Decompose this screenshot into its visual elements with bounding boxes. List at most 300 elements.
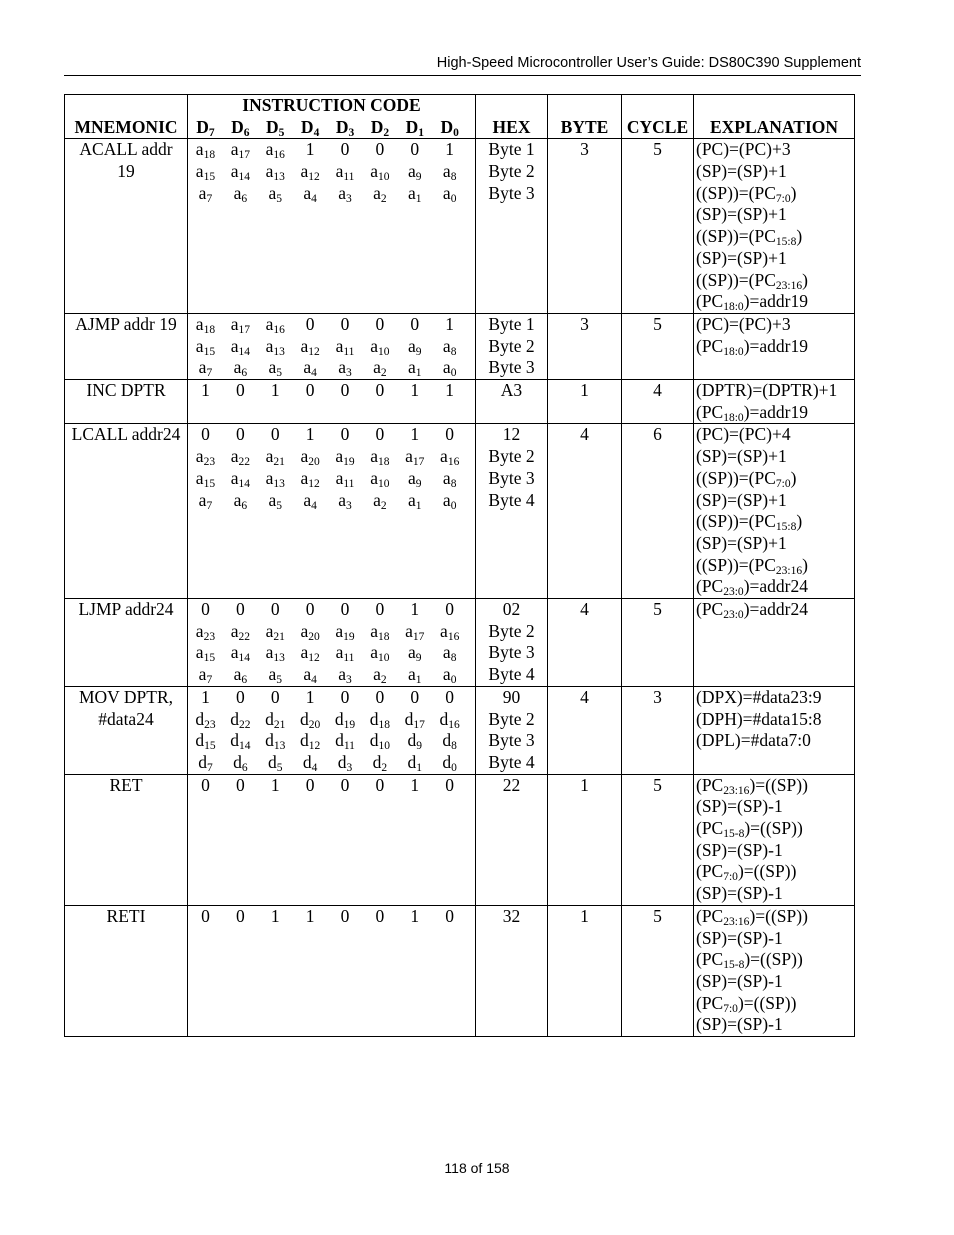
bit-value: $d_{11}$ — [335, 730, 355, 753]
explanation-line: $(PC_{23:0})=addr24$ — [696, 576, 808, 599]
explanation-line: $(PC_{15-8})=((SP))$ — [696, 949, 803, 972]
bit-value: 1 — [410, 599, 420, 620]
bits-cell — [188, 905, 476, 1036]
bit-value: $d_5$ — [267, 751, 283, 774]
bit-row — [188, 183, 475, 205]
explanation-line: $(PC_{18:0})=addr19$ — [696, 291, 808, 314]
cycle-text: 5 — [653, 599, 662, 620]
hex-value: 90 — [502, 686, 521, 707]
cycle-value — [622, 314, 693, 336]
bit-value: $a_{12}$ — [300, 161, 320, 184]
explanation-line: (SP)=(SP)+1 — [696, 446, 787, 467]
explanation-line: $(PC_{23:16})=((SP))$ — [696, 905, 808, 928]
bit-value: $d_{15}$ — [195, 730, 216, 753]
header-rule — [64, 75, 861, 76]
running-header: High-Speed Microcontroller User’s Guide: DS80C390 Supplement — [436, 55, 861, 71]
cycle-value — [622, 380, 693, 402]
bit-value: $a_4$ — [303, 664, 317, 687]
bit-value: 1 — [305, 424, 315, 445]
bit-value: 1 — [410, 380, 420, 401]
hex-lines — [476, 139, 547, 204]
explanation-cell — [694, 380, 855, 424]
byte-text: 1 — [580, 905, 589, 926]
bit-value: 1 — [270, 380, 280, 401]
hex-value: Byte 3 — [488, 730, 535, 751]
cycle-value — [622, 424, 693, 446]
bit-value: $a_{10}$ — [370, 467, 390, 490]
explanation-line: $((SP))=(PC_{23:16})$ — [696, 554, 808, 577]
bit-value: $a_6$ — [233, 182, 248, 205]
th-mnemonic-cell — [65, 95, 188, 139]
bit-value: $a_{12}$ — [300, 467, 320, 490]
bit-value: $d_{23}$ — [195, 708, 216, 731]
explanation-line: $(PC_{7:0})=((SP))$ — [696, 992, 797, 1015]
mnemonic-text: RETI — [106, 905, 146, 926]
bit-value: 0 — [410, 139, 420, 160]
bit-value: 0 — [340, 424, 350, 445]
bit-value: $d_3$ — [337, 751, 353, 774]
bit-value: 0 — [340, 686, 350, 707]
byte-value — [548, 775, 621, 797]
explanation-lines — [696, 314, 854, 357]
hex-value: Byte 3 — [488, 467, 535, 488]
bit-value: $a_8$ — [442, 467, 457, 490]
bit-value: 1 — [305, 139, 315, 160]
hex-value: 12 — [502, 424, 521, 445]
bit-value: $d_2$ — [372, 751, 388, 774]
bit-pattern — [188, 599, 475, 686]
byte-text: 1 — [580, 774, 589, 795]
hex-value: Byte 2 — [488, 446, 535, 467]
byte-cell — [548, 313, 622, 379]
bit-row — [188, 446, 475, 468]
byte-cell — [548, 424, 622, 599]
mnemonic-text: #data24 — [98, 708, 154, 729]
hex-cell — [476, 599, 548, 687]
hex-value: Byte 2 — [488, 708, 535, 729]
bit-row — [188, 642, 475, 664]
byte-cell — [548, 905, 622, 1036]
bit-value: $a_2$ — [373, 182, 387, 205]
bit-value: 0 — [340, 599, 350, 620]
bit-row — [188, 139, 475, 161]
bit-value: $a_8$ — [442, 161, 457, 184]
cycle-value — [622, 139, 693, 161]
bit-value: $d_{19}$ — [334, 708, 356, 731]
hex-cell — [476, 686, 548, 774]
byte-cell — [548, 686, 622, 774]
table-row — [65, 905, 855, 1036]
explanation-line: (DPTR)=(DPTR)+1 — [696, 380, 838, 401]
bit-value: $d_{18}$ — [369, 708, 391, 731]
byte-text: 3 — [580, 313, 589, 334]
bit-value: $a_{15}$ — [195, 467, 216, 490]
bit-value: $a_9$ — [408, 335, 422, 358]
explanation-line: $(PC_{23:16})=((SP))$ — [696, 774, 808, 797]
bit-value: $a_{14}$ — [230, 335, 250, 358]
bit-value: 1 — [305, 905, 315, 926]
bit-value: $a_4$ — [303, 357, 317, 380]
byte-text: 4 — [580, 599, 589, 620]
bit-value: 1 — [201, 380, 210, 401]
hex-cell — [476, 139, 548, 314]
mnemonic-text: 19 — [117, 161, 135, 182]
table-row — [65, 313, 855, 379]
bit-pattern — [188, 424, 475, 511]
th-explanation: EXPLANATION — [709, 116, 839, 137]
byte-value — [548, 599, 621, 621]
bit-value: 0 — [445, 424, 455, 445]
bit-value: $a_0$ — [442, 182, 457, 205]
bit-value: 1 — [270, 905, 280, 926]
bit-value: $a_{10}$ — [370, 161, 390, 184]
byte-value — [548, 906, 621, 928]
bit-value: 0 — [375, 686, 385, 707]
byte-cell — [548, 139, 622, 314]
hex-cell — [476, 774, 548, 905]
bit-value: $a_1$ — [408, 357, 422, 380]
bit-value: $a_1$ — [408, 489, 422, 512]
bit-value: $a_9$ — [408, 161, 422, 184]
bit-value: $a_6$ — [233, 664, 248, 687]
bit-value: 0 — [235, 905, 245, 926]
table-row — [65, 380, 855, 424]
cycle-text: 5 — [653, 774, 662, 795]
byte-text: 3 — [580, 139, 589, 160]
bit-value: $a_{12}$ — [300, 642, 320, 665]
bit-value: 1 — [201, 686, 210, 707]
bit-value: $a_{16}$ — [265, 139, 285, 162]
cycle-cell — [622, 774, 694, 905]
bit-value: $d_4$ — [302, 751, 318, 774]
explanation-cell — [694, 905, 855, 1036]
bits-cell — [188, 313, 476, 379]
mnemonic-cell — [65, 424, 188, 599]
bits-cell — [188, 424, 476, 599]
hex-lines — [476, 599, 547, 686]
bit-value: $a_7$ — [198, 182, 213, 205]
bit-value: $a_5$ — [268, 357, 282, 380]
bits-cell — [188, 774, 476, 905]
bits-cell — [188, 686, 476, 774]
th-cycle-cell — [622, 95, 694, 139]
explanation-cell — [694, 686, 855, 774]
bit-value: $a_{10}$ — [370, 335, 390, 358]
bit-row — [188, 424, 475, 446]
explanation-line: $(PC_{18:0})=addr19$ — [696, 401, 808, 424]
bit-value: $a_3$ — [338, 489, 352, 512]
bit-pattern — [188, 314, 475, 379]
mnemonic-lines — [65, 314, 187, 336]
bit-pattern — [188, 687, 475, 774]
bit-row — [188, 161, 475, 183]
explanation-line: (PC)=(PC)+3 — [696, 139, 791, 160]
mnemonic-cell — [65, 139, 188, 314]
explanation-line: $(PC_{7:0})=((SP))$ — [696, 861, 797, 884]
explanation-cell — [694, 424, 855, 599]
cycle-cell — [622, 686, 694, 774]
bit-value: 0 — [235, 380, 245, 401]
explanation-lines — [696, 599, 854, 621]
explanation-line: $((SP))=(PC_{23:16})$ — [696, 269, 808, 292]
mnemonic-cell — [65, 313, 188, 379]
explanation-line: (SP)=(SP)-1 — [696, 927, 783, 948]
bit-value: $a_{17}$ — [230, 139, 250, 162]
mnemonic-cell — [65, 686, 188, 774]
bit-value: 1 — [410, 774, 420, 795]
explanation-line: (SP)=(SP)-1 — [696, 839, 783, 860]
bit-pattern — [188, 775, 475, 797]
bit-value: $a_{15}$ — [195, 642, 216, 665]
explanation-cell — [694, 313, 855, 379]
bit-value: $a_{13}$ — [265, 161, 285, 184]
cycle-value — [622, 599, 693, 621]
bit-value: $a_{20}$ — [300, 620, 320, 643]
cycle-text: 5 — [653, 139, 662, 160]
bit-pattern — [188, 906, 475, 928]
th-cycle: CYCLE — [626, 116, 689, 137]
bit-row — [188, 730, 475, 752]
bit-value: 0 — [235, 686, 245, 707]
bit-row — [188, 752, 475, 774]
bit-value: $a_8$ — [442, 642, 457, 665]
bit-value: 0 — [340, 774, 350, 795]
bit-header-d1: $D_1$ — [405, 116, 424, 139]
mnemonic-lines — [65, 424, 187, 446]
bit-value: $d_9$ — [407, 730, 423, 753]
byte-value — [548, 314, 621, 336]
bit-value: $a_5$ — [268, 182, 282, 205]
bit-value: $a_2$ — [373, 489, 387, 512]
cycle-cell — [622, 313, 694, 379]
hex-value: Byte 2 — [488, 335, 535, 356]
hex-value: Byte 3 — [488, 357, 535, 378]
bit-value: $a_6$ — [233, 357, 248, 380]
hex-value: 32 — [502, 905, 521, 926]
table-row — [65, 774, 855, 905]
bit-value: $a_{17}$ — [405, 620, 425, 643]
bit-value: $a_{15}$ — [195, 161, 216, 184]
byte-value — [548, 687, 621, 709]
bit-value: 0 — [201, 599, 210, 620]
table-row — [65, 424, 855, 599]
mnemonic-text: MOV DPTR, — [78, 686, 173, 707]
explanation-lines — [696, 380, 854, 423]
explanation-line: $((SP))=(PC_{15:8})$ — [696, 226, 803, 249]
bit-value: $a_0$ — [442, 357, 457, 380]
hex-value: Byte 2 — [488, 161, 535, 182]
bit-value: 0 — [445, 686, 455, 707]
table-row — [65, 599, 855, 687]
bit-value: 0 — [375, 139, 385, 160]
bit-value: $a_{21}$ — [265, 620, 285, 643]
bit-value: 0 — [445, 599, 455, 620]
bit-value: $a_{17}$ — [230, 313, 250, 336]
hex-lines — [476, 775, 547, 797]
cycle-cell — [622, 380, 694, 424]
cycle-text: 5 — [653, 313, 662, 334]
bit-value: 0 — [375, 905, 385, 926]
bit-header-row — [188, 117, 475, 139]
hex-lines — [476, 687, 547, 774]
bit-value: $d_{21}$ — [265, 708, 286, 731]
th-bits-cell — [188, 117, 476, 139]
cycle-text: 3 — [653, 686, 662, 707]
bit-pattern — [188, 139, 475, 204]
bit-value: $a_3$ — [338, 182, 352, 205]
explanation-line: (SP)=(SP)-1 — [696, 883, 783, 904]
th-mnemonic: MNEMONIC — [74, 116, 178, 137]
bit-value: 1 — [410, 905, 420, 926]
bit-value: 1 — [445, 313, 455, 334]
explanation-line: (PC)=(PC)+3 — [696, 313, 791, 334]
bit-value: $a_{17}$ — [405, 446, 425, 469]
bit-value: $a_5$ — [268, 664, 282, 687]
bit-row — [188, 709, 475, 731]
mnemonic-lines — [65, 775, 187, 797]
bit-value: 0 — [375, 599, 385, 620]
hex-cell — [476, 424, 548, 599]
bit-value: $d_{10}$ — [369, 730, 391, 753]
bit-row — [188, 775, 475, 797]
cycle-text: 6 — [653, 424, 662, 445]
bit-value: $a_4$ — [303, 489, 317, 512]
explanation-cell — [694, 139, 855, 314]
bit-header-d0: $D_0$ — [440, 116, 459, 139]
bit-value: 0 — [201, 424, 210, 445]
bit-row — [188, 336, 475, 358]
explanation-lines — [696, 424, 854, 598]
th-explanation-cell — [694, 95, 855, 139]
bit-value: 0 — [445, 774, 455, 795]
hex-cell — [476, 905, 548, 1036]
bit-value: 0 — [340, 380, 350, 401]
bit-value: 0 — [305, 313, 315, 334]
bit-value: 0 — [340, 313, 350, 334]
bit-row — [188, 490, 475, 512]
hex-value: 02 — [502, 599, 521, 620]
bit-value: $a_7$ — [198, 664, 213, 687]
bit-value: $a_9$ — [408, 642, 422, 665]
explanation-line: (SP)=(SP)+1 — [696, 247, 787, 268]
bit-value: $a_{18}$ — [370, 620, 390, 643]
bit-value: $a_{12}$ — [300, 335, 320, 358]
bit-value: $a_7$ — [198, 489, 213, 512]
bit-value: $a_3$ — [338, 664, 352, 687]
bit-value: $a_9$ — [408, 467, 422, 490]
bit-value: 0 — [340, 905, 350, 926]
cycle-value — [622, 906, 693, 928]
bit-value: $a_4$ — [303, 182, 317, 205]
bit-value: 1 — [305, 686, 315, 707]
explanation-line: (DPX)=#data23:9 — [696, 686, 822, 707]
bit-value: $a_{16}$ — [265, 313, 285, 336]
explanation-line: (PC)=(PC)+4 — [696, 424, 791, 445]
bit-value: 0 — [410, 313, 420, 334]
bit-value: $a_{19}$ — [335, 446, 355, 469]
explanation-line: (SP)=(SP)+1 — [696, 489, 787, 510]
byte-cell — [548, 380, 622, 424]
bit-row — [188, 621, 475, 643]
bit-value: 1 — [445, 380, 455, 401]
bit-value: $a_8$ — [442, 335, 457, 358]
bit-row — [188, 380, 475, 402]
hex-cell — [476, 380, 548, 424]
hex-value: Byte 1 — [488, 313, 535, 334]
explanation-line: (DPL)=#data7:0 — [696, 730, 811, 751]
cycle-cell — [622, 139, 694, 314]
bit-value: $a_{14}$ — [230, 467, 250, 490]
bit-value: $a_2$ — [373, 664, 387, 687]
byte-value — [548, 424, 621, 446]
instruction-table — [64, 94, 855, 1037]
explanation-line: $((SP))=(PC_{7:0})$ — [696, 182, 797, 205]
explanation-line: $(PC_{23:0})=addr24$ — [696, 599, 808, 622]
bit-value: $a_{14}$ — [230, 161, 250, 184]
bit-value: 0 — [201, 905, 210, 926]
bit-value: $a_{18}$ — [195, 313, 216, 336]
bit-value: $a_{11}$ — [335, 161, 355, 184]
bit-value: $a_{23}$ — [195, 620, 216, 643]
bit-value: 1 — [270, 774, 280, 795]
table-row — [65, 139, 855, 314]
bit-value: $a_{14}$ — [230, 642, 250, 665]
bit-value: $a_{19}$ — [335, 620, 355, 643]
hex-lines — [476, 424, 547, 511]
bit-value: $a_{16}$ — [440, 620, 460, 643]
byte-cell — [548, 599, 622, 687]
mnemonic-lines — [65, 380, 187, 402]
bit-value: 0 — [375, 774, 385, 795]
explanation-lines — [696, 906, 854, 1036]
mnemonic-lines — [65, 687, 187, 730]
bit-value: $d_{17}$ — [404, 708, 425, 731]
bit-value: $d_{12}$ — [299, 730, 321, 753]
bit-value: 1 — [445, 139, 455, 160]
hex-lines — [476, 314, 547, 379]
bit-value: 0 — [305, 774, 315, 795]
mnemonic-text: INC DPTR — [86, 380, 166, 401]
bit-value: $a_{20}$ — [300, 446, 320, 469]
hex-value: Byte 4 — [488, 751, 535, 772]
hex-value: Byte 3 — [488, 642, 535, 663]
mnemonic-cell — [65, 774, 188, 905]
mnemonic-text: ACALL addr — [79, 139, 173, 160]
explanation-line: (SP)=(SP)+1 — [696, 161, 787, 182]
mnemonic-text: LJMP addr24 — [78, 599, 174, 620]
bit-row — [188, 314, 475, 336]
bit-value: 0 — [305, 380, 315, 401]
mnemonic-cell — [65, 380, 188, 424]
bit-value: $d_{14}$ — [230, 730, 251, 753]
bit-value: $a_{21}$ — [265, 446, 285, 469]
bit-value: 0 — [270, 686, 280, 707]
bit-value: $d_7$ — [198, 751, 213, 774]
bit-row — [188, 599, 475, 621]
bit-value: 0 — [445, 905, 455, 926]
hex-lines — [476, 380, 547, 402]
bit-row — [188, 687, 475, 709]
bit-value: $a_{22}$ — [230, 620, 250, 643]
explanation-line: (SP)=(SP)+1 — [696, 204, 787, 225]
hex-value: Byte 1 — [488, 139, 535, 160]
bit-row — [188, 664, 475, 686]
mnemonic-lines — [65, 139, 187, 182]
bit-value: $d_1$ — [407, 751, 423, 774]
bit-value: $a_1$ — [408, 664, 422, 687]
bit-value: 0 — [305, 599, 315, 620]
byte-text: 4 — [580, 424, 589, 445]
